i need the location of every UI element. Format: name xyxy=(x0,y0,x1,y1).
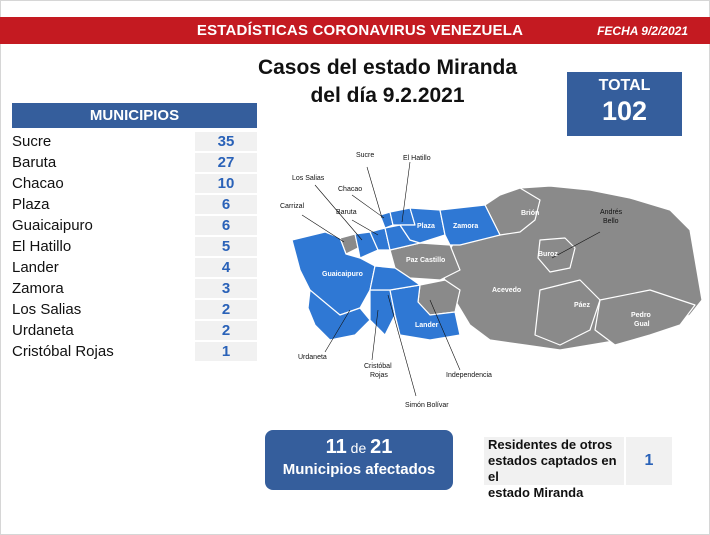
municipio-value: 5 xyxy=(195,237,257,256)
affected-municipios-box xyxy=(265,430,453,490)
table-row xyxy=(12,173,260,194)
municipio-value: 2 xyxy=(195,321,257,340)
table-row xyxy=(12,320,260,341)
table-row xyxy=(12,215,260,236)
municipio-value: 35 xyxy=(195,132,257,151)
municipios-header: MUNICIPIOS xyxy=(12,103,257,128)
banner-title: ESTADÍSTICAS CORONAVIRUS VENEZUELA xyxy=(196,22,524,39)
municipio-value: 4 xyxy=(195,258,257,277)
headline-line-1: Casos del estado Miranda xyxy=(257,56,518,79)
map-label-el-hatillo: El Hatillo xyxy=(403,155,431,162)
map-label-pedro-gual-1: Pedro xyxy=(631,312,651,319)
municipio-name: Sucre xyxy=(12,133,52,150)
map-label-lander: Lander xyxy=(415,322,439,329)
map-label-sucre: Sucre xyxy=(356,152,375,159)
title-banner xyxy=(0,17,710,44)
affected-total: 21 xyxy=(370,436,393,458)
affected-count-line xyxy=(265,436,453,459)
residents-line-1: Residentes de otros xyxy=(488,437,613,452)
municipio-name: El Hatillo xyxy=(12,238,72,255)
map-label-baruta: Baruta xyxy=(336,209,357,216)
municipio-value: 6 xyxy=(195,216,257,235)
affected-of: de xyxy=(350,440,367,456)
municipio-name: Baruta xyxy=(12,154,57,171)
map-label-cristobal-rojas-1: Cristóbal xyxy=(364,363,392,370)
map-label-andres-bello-2: Bello xyxy=(603,218,619,225)
map-label-paez: Páez xyxy=(574,302,590,309)
map-label-chacao: Chacao xyxy=(338,186,363,193)
map-label-zamora: Zamora xyxy=(453,223,479,230)
table-row xyxy=(12,341,260,362)
map-label-plaza: Plaza xyxy=(417,223,435,230)
table-row xyxy=(12,152,260,173)
municipio-name: Los Salias xyxy=(12,301,82,318)
miranda-map xyxy=(270,140,710,420)
map-label-buroz: Buroz xyxy=(538,251,558,258)
total-box xyxy=(567,72,682,136)
headline xyxy=(215,54,560,110)
residents-value: 1 xyxy=(626,437,672,485)
municipios-table xyxy=(12,131,260,362)
residents-label-box xyxy=(484,437,624,500)
municipio-value: 27 xyxy=(195,153,257,172)
map-label-independencia: Independencia xyxy=(446,372,492,379)
residents-line-3: estado Miranda xyxy=(488,485,584,500)
total-label: TOTAL xyxy=(598,77,651,94)
map-label-paz-castillo: Paz Castillo xyxy=(406,257,446,264)
table-row xyxy=(12,236,260,257)
municipio-value: 3 xyxy=(195,279,257,298)
headline-line-2: del día 9.2.2021 xyxy=(310,84,465,107)
municipio-name: Lander xyxy=(12,259,59,276)
table-row xyxy=(12,299,260,320)
total-value: 102 xyxy=(601,96,648,126)
residents-line-2: estados captados en el xyxy=(488,453,617,484)
municipio-name: Zamora xyxy=(12,280,64,297)
municipio-name: Plaza xyxy=(12,196,50,213)
banner-date: FECHA 9/2/2021 xyxy=(597,24,688,38)
municipio-name: Urdaneta xyxy=(12,322,74,339)
map-label-simon-bolivar: Simón Bolívar xyxy=(405,402,449,409)
municipio-name: Cristóbal Rojas xyxy=(12,343,114,360)
map-label-brion: Brión xyxy=(521,210,540,217)
map-label-los-salias: Los Salias xyxy=(292,175,325,182)
map-label-carrizal: Carrizal xyxy=(280,203,305,210)
map-label-andres-bello-1: Andrés xyxy=(600,209,623,216)
municipio-value: 6 xyxy=(195,195,257,214)
table-row xyxy=(12,278,260,299)
map-label-pedro-gual-2: Gual xyxy=(634,321,650,328)
map-label-acevedo: Acevedo xyxy=(492,287,522,294)
map-label-cristobal-rojas-2: Rojas xyxy=(370,372,388,379)
municipio-value: 1 xyxy=(195,342,257,361)
table-row xyxy=(12,131,260,152)
municipio-name: Guaicaipuro xyxy=(12,217,93,234)
municipio-value: 2 xyxy=(195,300,257,319)
municipio-name: Chacao xyxy=(12,175,64,192)
municipio-value: 10 xyxy=(195,174,257,193)
map-label-guaicaipuro: Guaicaipuro xyxy=(322,271,363,278)
affected-label: Municipios afectados xyxy=(282,461,436,478)
map-label-urdaneta: Urdaneta xyxy=(298,354,327,361)
affected-count: 11 xyxy=(325,436,347,458)
table-row xyxy=(12,257,260,278)
table-row xyxy=(12,194,260,215)
